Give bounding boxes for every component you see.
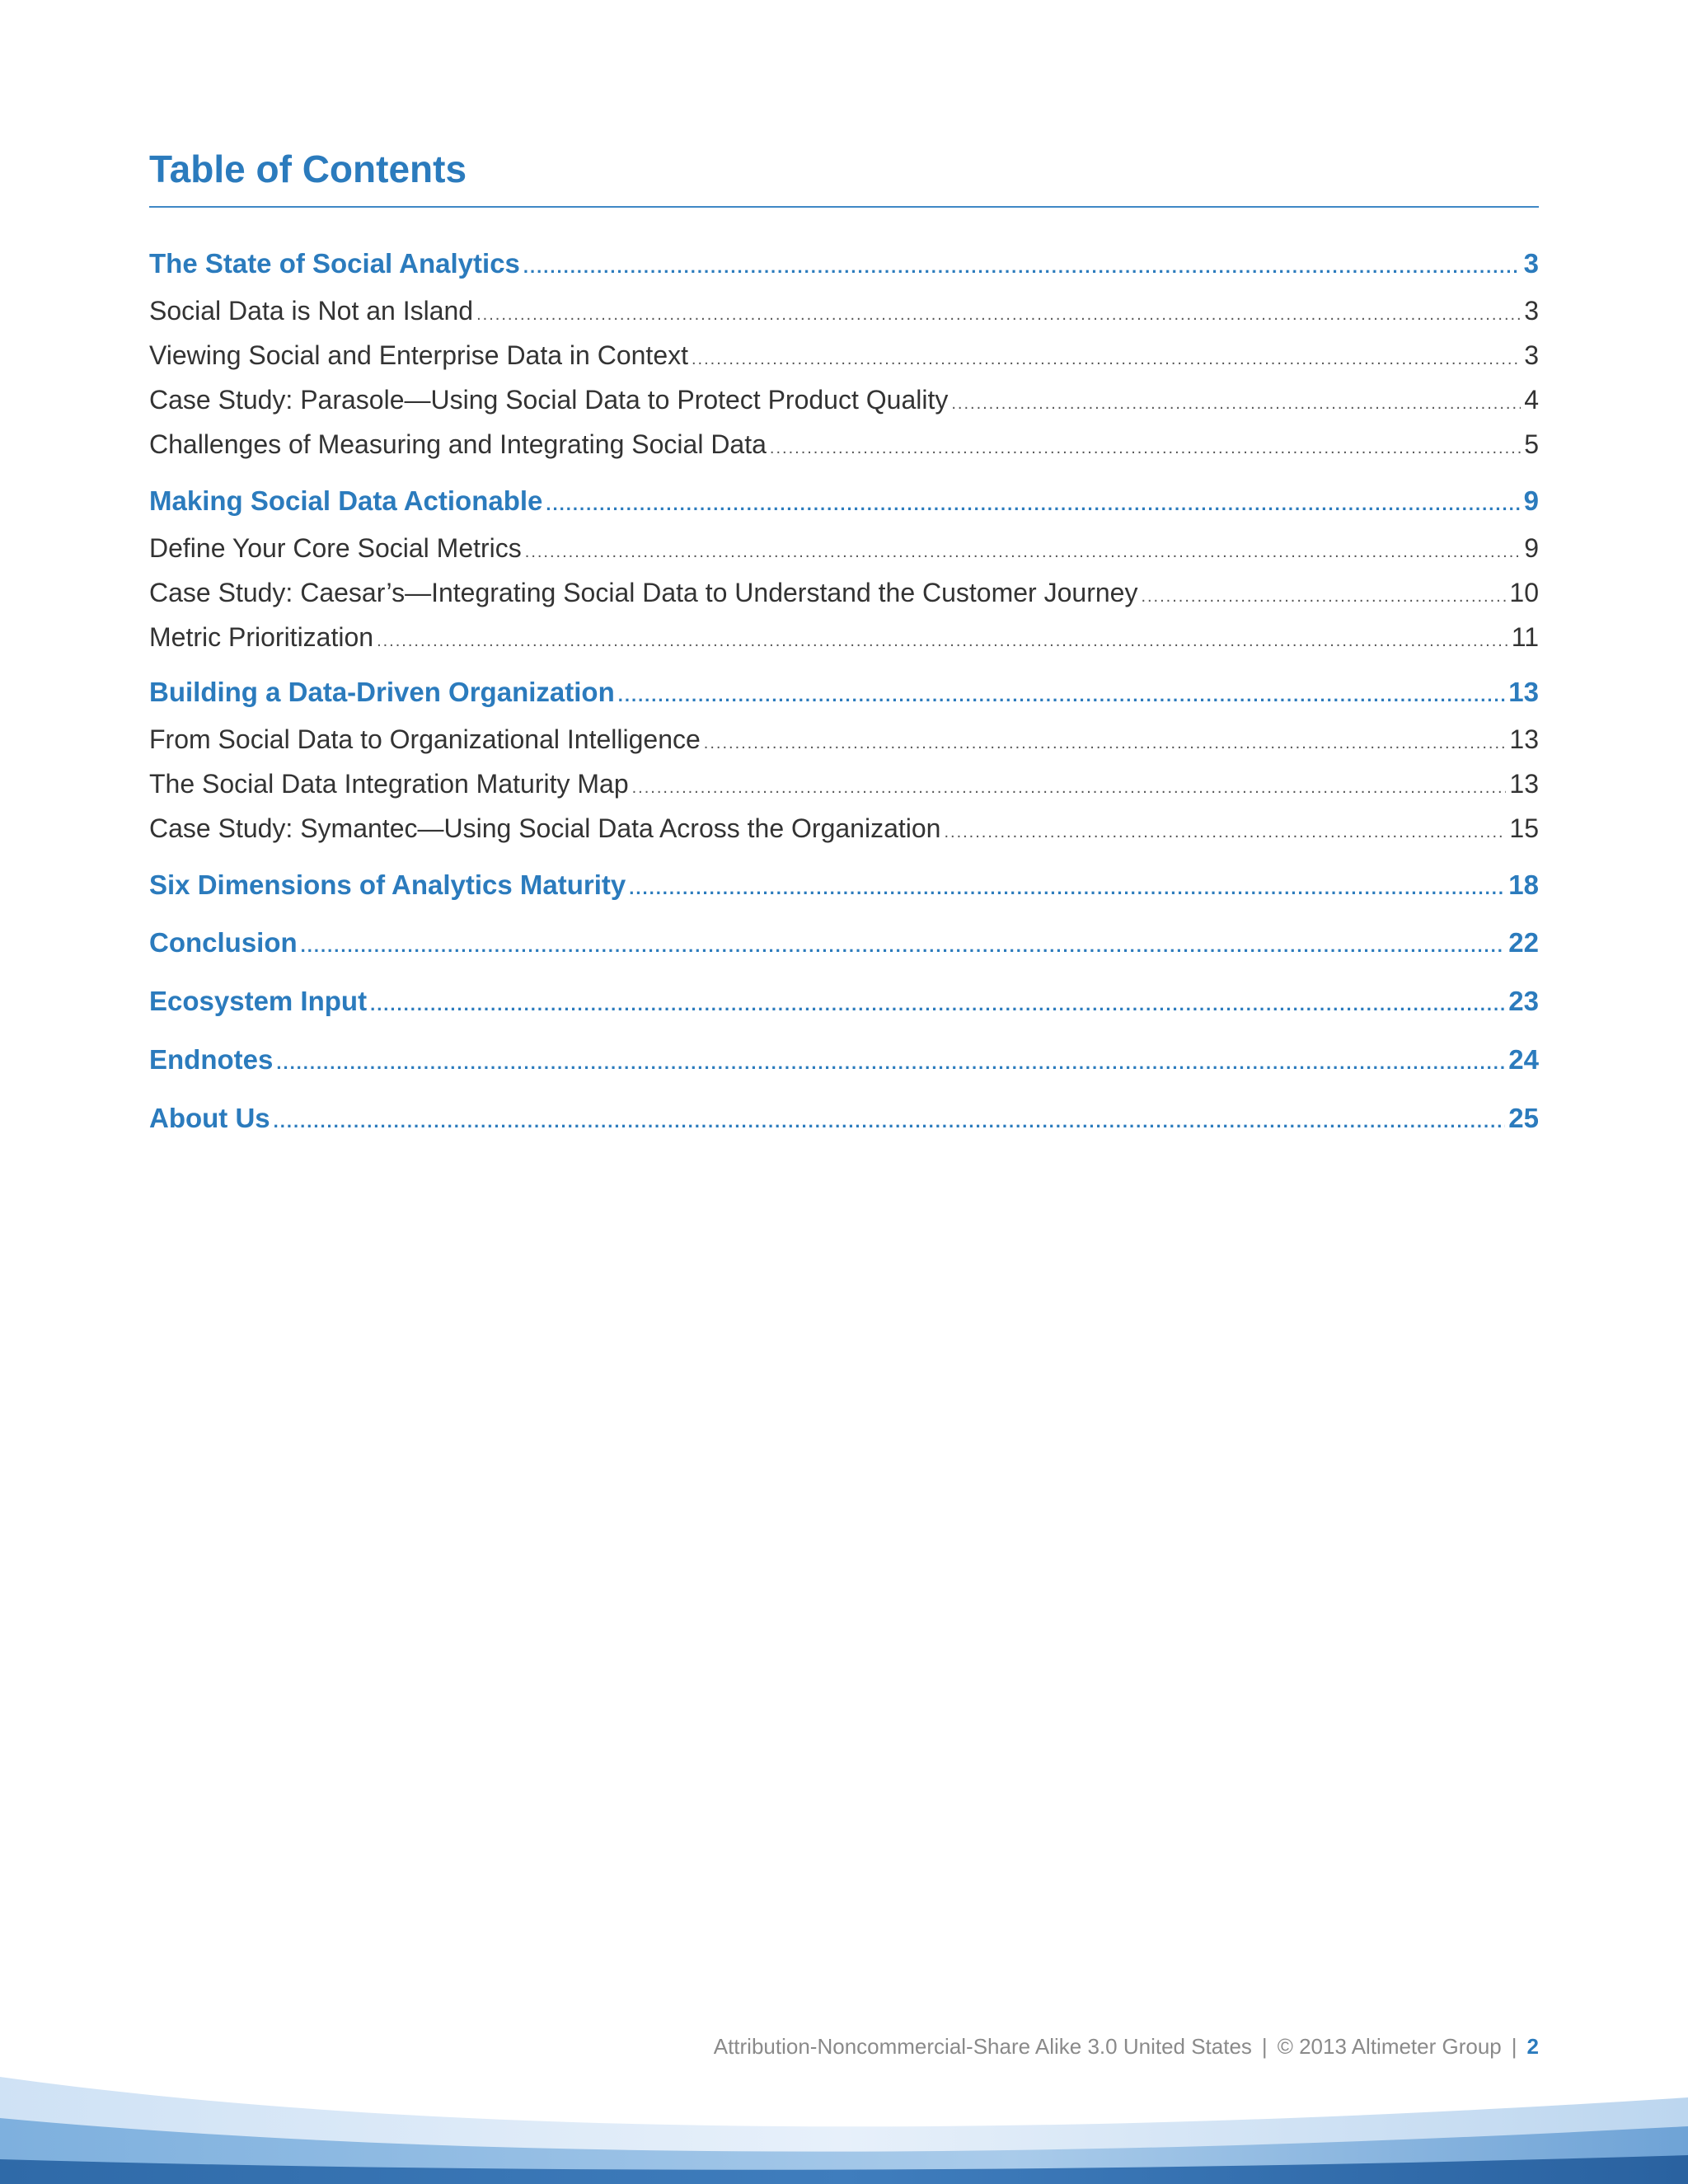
toc-subsection-entry[interactable]: [149, 768, 1539, 799]
footer-separator: |: [1511, 2034, 1517, 2059]
toc-entry-label: Metric Prioritization: [149, 622, 374, 652]
toc-dot-leader: [1141, 587, 1506, 607]
toc-entry-page-number: 13: [1509, 724, 1539, 754]
toc-entry-label: Viewing Social and Enterprise Data in Context: [149, 340, 688, 370]
toc-entry-label: About Us: [149, 1103, 270, 1133]
toc-dot-leader: [276, 1052, 1505, 1074]
toc-entry-page-number: 5: [1524, 429, 1539, 459]
footer-separator: |: [1261, 2034, 1268, 2059]
toc-subsection-entry[interactable]: [149, 340, 1539, 371]
toc-section-entry[interactable]: [149, 1043, 1539, 1076]
toc-dot-leader: [525, 542, 1521, 562]
toc-entry-label: Case Study: Symantec—Using Social Data Across the Organization: [149, 813, 941, 843]
toc-entry-label: Conclusion: [149, 927, 298, 958]
toc-entry-label: Building a Data-Driven Organization: [149, 677, 615, 707]
toc-section-entry[interactable]: [149, 985, 1539, 1018]
page-number: 2: [1526, 2034, 1539, 2059]
toc-dot-leader: [632, 778, 1507, 798]
toc-entry-page-number: 22: [1508, 927, 1539, 958]
toc-entry-label: Ecosystem Input: [149, 986, 368, 1016]
toc-dot-leader: [770, 438, 1521, 458]
toc-entry-page-number: 25: [1508, 1103, 1539, 1133]
toc-entry-page-number: 15: [1509, 813, 1539, 843]
toc-subsection-entry[interactable]: [149, 813, 1539, 844]
toc-subsection-entry[interactable]: [149, 295, 1539, 326]
toc-subsection-entry[interactable]: [149, 577, 1539, 608]
toc-entry-label: Define Your Core Social Metrics: [149, 533, 522, 563]
toc-entry-label: The Social Data Integration Maturity Map: [149, 769, 629, 799]
toc-entry-label: Case Study: Caesar’s—Integrating Social Data to Understand the Customer Journey: [149, 578, 1138, 607]
toc-subsection-entry[interactable]: [149, 724, 1539, 755]
toc-subsection-entry[interactable]: [149, 532, 1539, 564]
toc-dot-leader: [370, 994, 1505, 1015]
toc-section-entry[interactable]: [149, 676, 1539, 709]
toc-dot-leader: [944, 823, 1506, 842]
title-divider: [149, 206, 1539, 208]
toc-entry-label: The State of Social Analytics: [149, 248, 520, 279]
toc-dot-leader: [546, 494, 1520, 515]
toc-section-entry[interactable]: [149, 485, 1539, 518]
toc-dot-leader: [301, 935, 1506, 957]
toc-dot-leader: [476, 305, 1521, 325]
toc-entry-label: Endnotes: [149, 1044, 274, 1075]
toc-entry-page-number: 9: [1524, 533, 1539, 563]
page-title: Table of Contents: [149, 148, 467, 190]
toc-entry-page-number: 3: [1524, 340, 1539, 370]
toc-dot-leader: [274, 1111, 1506, 1132]
footer-wave-decoration: [0, 2019, 1688, 2184]
toc-subsection-entry[interactable]: [149, 384, 1539, 415]
toc-entry-label: Case Study: Parasole—Using Social Data to Protect Product Quality: [149, 385, 949, 415]
toc-entry-label: Making Social Data Actionable: [149, 485, 543, 516]
toc-dot-leader: [704, 733, 1507, 753]
toc-subsection-entry[interactable]: [149, 621, 1539, 653]
toc-entry-page-number: 4: [1524, 385, 1539, 415]
toc-entry-page-number: 11: [1511, 622, 1539, 652]
toc-section-entry[interactable]: [149, 926, 1539, 959]
toc-entry-page-number: 3: [1524, 296, 1539, 326]
toc-entry-label: Challenges of Measuring and Integrating Social Data: [149, 429, 767, 459]
toc-dot-leader: [523, 256, 1521, 278]
toc-subsection-entry[interactable]: [149, 429, 1539, 460]
toc-section-entry[interactable]: [149, 247, 1539, 280]
toc-entry-label: Six Dimensions of Analytics Maturity: [149, 869, 626, 900]
toc-entry-page-number: 13: [1508, 677, 1539, 707]
toc-entry-page-number: 13: [1509, 769, 1539, 799]
toc-dot-leader: [692, 349, 1521, 369]
toc-section-entry[interactable]: [149, 1102, 1539, 1135]
copyright-text: © 2013 Altimeter Group: [1277, 2034, 1502, 2059]
toc-dot-leader: [618, 685, 1506, 706]
toc-entry-page-number: 24: [1508, 1044, 1539, 1075]
toc-entry-label: From Social Data to Organizational Intelligence: [149, 724, 701, 754]
toc-entry-page-number: 9: [1523, 485, 1539, 516]
toc-section-entry[interactable]: [149, 869, 1539, 902]
license-text: Attribution-Noncommercial-Share Alike 3.0 United States: [713, 2034, 1252, 2059]
toc-entry-page-number: 10: [1509, 578, 1539, 607]
toc-entry-page-number: 3: [1523, 248, 1539, 279]
toc-dot-leader: [951, 394, 1521, 414]
toc-entry-label: Social Data is Not an Island: [149, 296, 474, 326]
toc-entry-page-number: 18: [1508, 869, 1539, 900]
toc-entry-page-number: 23: [1508, 986, 1539, 1016]
toc-dot-leader: [629, 878, 1505, 899]
toc-dot-leader: [377, 631, 1508, 651]
